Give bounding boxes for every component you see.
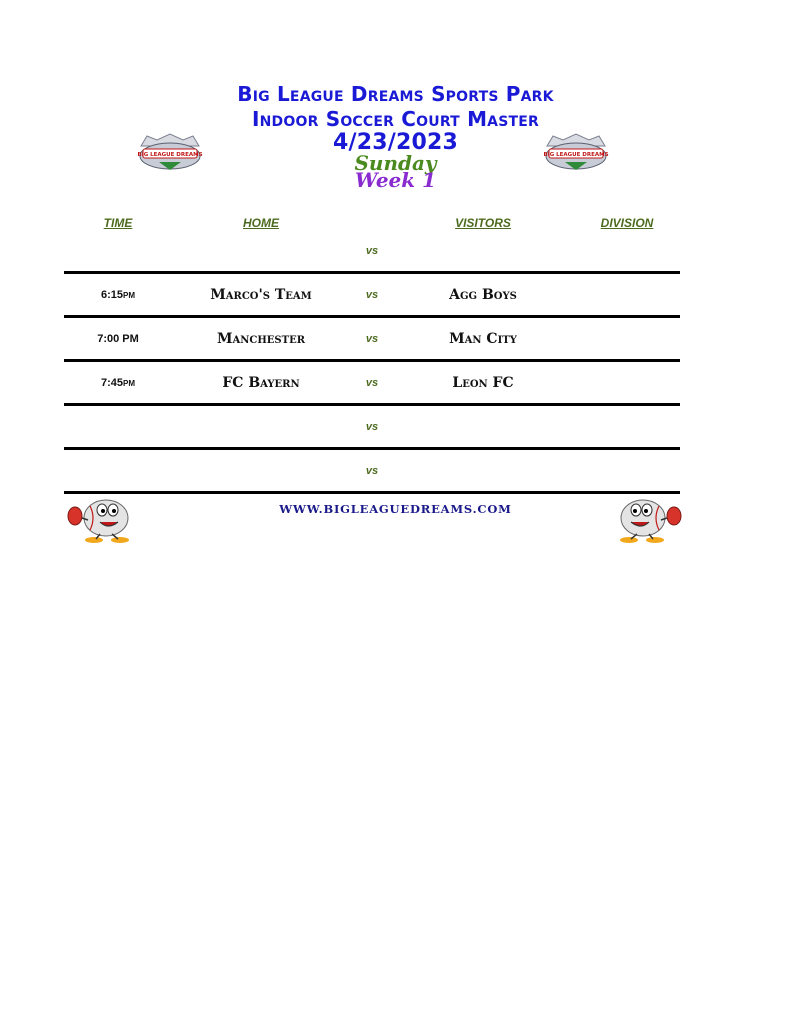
vs-label: vs	[365, 465, 379, 477]
logo-text: BIG LEAGUE DREAMS	[543, 152, 609, 158]
schedule-date: 4/23/2023	[332, 130, 459, 155]
visitor-team: Agg Boys	[449, 287, 517, 303]
logo-text: BIG LEAGUE DREAMS	[137, 152, 203, 158]
row-divider	[64, 403, 680, 406]
visitor-team: Leon FC	[452, 375, 514, 391]
home-team: Manchester	[216, 331, 306, 347]
vs-label: vs	[365, 333, 379, 345]
row-divider	[64, 271, 680, 274]
vs-label: vs	[365, 377, 379, 389]
row-divider	[64, 491, 680, 494]
vs-label: vs	[365, 245, 379, 257]
park-title: Big League Dreams Sports Park	[237, 82, 554, 106]
column-head-division: DIVISION	[600, 216, 654, 230]
home-team: FC Bayern	[222, 375, 300, 391]
game-time: 7:45pm	[100, 377, 136, 389]
schedule-title: Indoor Soccer Court Master	[251, 107, 539, 131]
schedule-day: Sunday	[354, 151, 437, 175]
baseball-mascot-icon	[611, 494, 683, 544]
page-header	[0, 82, 791, 192]
row-divider	[64, 359, 680, 362]
row-divider	[64, 447, 680, 450]
big-league-dreams-logo-right	[543, 132, 609, 172]
vs-label: vs	[365, 421, 379, 433]
column-head-visitors: VISITORS	[455, 216, 511, 230]
game-time: 7:00 PM	[97, 333, 139, 345]
big-league-dreams-logo-left	[137, 132, 203, 172]
website-link[interactable]: WWW.BIGLEAGUEDREAMS.COM	[279, 502, 512, 516]
schedule-week: Week 1	[354, 168, 436, 192]
game-time: 6:15pm	[100, 289, 136, 301]
baseball-mascot-icon	[66, 494, 138, 544]
row-divider	[64, 315, 680, 318]
column-head-time: TIME	[103, 216, 133, 230]
column-head-home: HOME	[243, 216, 279, 230]
vs-label: vs	[365, 289, 379, 301]
home-team: Marco's Team	[210, 287, 312, 303]
visitor-team: Man City	[449, 331, 517, 347]
